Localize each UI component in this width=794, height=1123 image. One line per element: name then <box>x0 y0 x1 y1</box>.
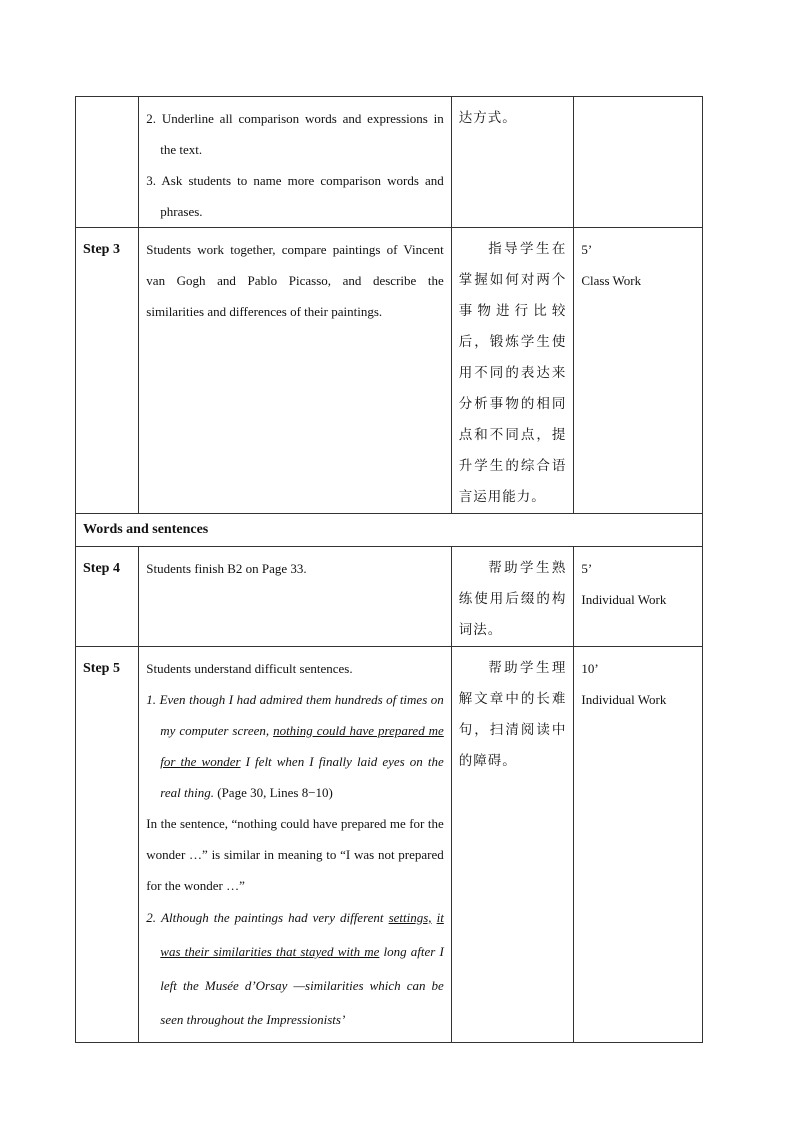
table-row <box>76 647 703 1043</box>
example-sentence-1: 1. Even though I had admired them hundreds of times on my computer screen, nothing could have prepared me for the wonder I felt when I finally laid eyes on the real thing. (Page 30, Lines 8−10) <box>146 692 444 800</box>
activity-item: 3. Ask students to name more comparison words and phrases. <box>146 173 444 219</box>
work-mode: Class Work <box>581 273 642 288</box>
lesson-plan-page <box>75 96 703 1043</box>
section-header <box>76 514 703 547</box>
table-row <box>76 97 703 228</box>
activity-cell <box>139 547 451 647</box>
step-label: Step 5 <box>83 661 120 676</box>
purpose-cell <box>451 228 574 514</box>
activity-item: 2. Underline all comparison words and expressions in the text. <box>146 111 444 157</box>
lesson-plan-table <box>75 96 703 1043</box>
step-cell <box>76 647 139 1043</box>
time-value: 10’ <box>581 661 599 676</box>
work-mode: Individual Work <box>581 692 667 707</box>
time-value: 5’ <box>581 242 593 257</box>
activity-intro: Students understand difficult sentences. <box>146 661 353 676</box>
work-mode: Individual Work <box>581 592 667 607</box>
table-row <box>76 228 703 514</box>
section-row <box>76 514 703 547</box>
step-cell <box>76 97 139 228</box>
time-mode-cell <box>574 547 703 647</box>
purpose-text: 帮助学生熟练使用后缀的构词法。 <box>458 560 567 638</box>
time-mode-cell <box>574 647 703 1043</box>
purpose-cell <box>451 647 574 1043</box>
activity-cell <box>139 97 451 228</box>
section-title: Words and sentences <box>83 522 209 537</box>
step-cell <box>76 228 139 514</box>
activity-cell <box>139 228 451 514</box>
purpose-cell: 达方式。 <box>451 97 574 228</box>
activity-cell <box>139 647 451 1043</box>
step-label: Step 4 <box>83 561 120 576</box>
time-value: 5’ <box>581 561 593 576</box>
purpose-text: 指导学生在掌握如何对两个事物进行比较后，锻炼学生使用不同的表达来分析事物的相同点和不同点，提升学生的综合语言运用能力。 <box>458 241 567 505</box>
time-mode-cell <box>574 228 703 514</box>
purpose-cell <box>451 547 574 647</box>
purpose-text: 帮助学生理解文章中的长难句，扫清阅读中的障碍。 <box>458 660 567 769</box>
table-row <box>76 547 703 647</box>
step-cell <box>76 547 139 647</box>
explanation-note: In the sentence, “nothing could have prepared me for the wonder …” is similar in meaning to “I was not prepared for the wonder …” <box>146 816 444 893</box>
step-label: Step 3 <box>83 242 120 257</box>
example-sentence-2: 2. Although the paintings had very different settings, it was their similarities that stayed with me long after I left the Musée d’Orsay —similarities which can be seen throughout the Impressionists’ <box>146 910 444 1027</box>
time-mode-cell <box>574 97 703 228</box>
activity-text: Students finish B2 on Page 33. <box>146 561 307 576</box>
activity-text: Students work together, compare paintings of Vincent van Gogh and Pablo Picasso, and describe the similarities and differences of their paintings. <box>146 242 444 319</box>
